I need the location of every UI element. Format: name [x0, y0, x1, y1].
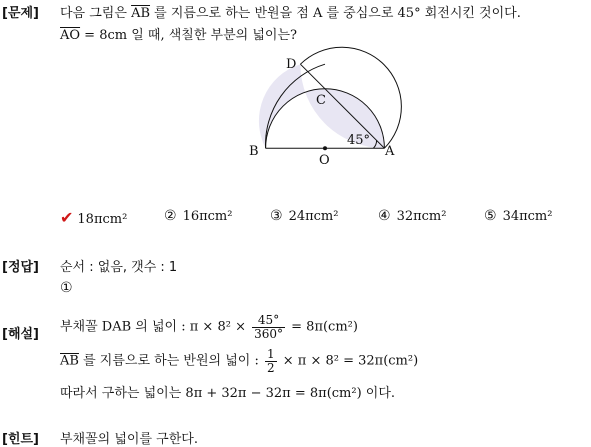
geometry-figure	[0, 0, 591, 200]
hint-text: 부채꼴의 넓이를 구한다.	[60, 432, 198, 447]
problem-tag: [문제]	[2, 6, 39, 21]
choice-3-text: 24πcm²	[288, 209, 339, 224]
fraction-den: 360°	[254, 326, 284, 341]
answer-line-2: ①	[60, 280, 73, 296]
choice-3[interactable]	[270, 208, 338, 224]
choice-4[interactable]	[378, 208, 446, 224]
choice-5-text: 34πcm²	[502, 209, 553, 224]
solution-line-2	[60, 348, 418, 374]
solution-line-1-pre: 부채꼴 DAB 의 넓이 : π × 8² ×	[60, 319, 251, 335]
fraction-den-2: 2	[266, 360, 275, 375]
label-a: A	[385, 144, 395, 159]
segment-ab-2: $\overline{AB}$	[60, 353, 79, 369]
fraction-1-2	[265, 348, 277, 374]
solution-line-2-pre: 를 지름으로 하는 반원의 넓이 :	[78, 353, 263, 369]
fraction-num: 45°	[252, 314, 285, 328]
label-c: C	[316, 93, 326, 108]
solution-line-3: 따라서 구하는 넓이는 8π + 32π − 32π = 8π(cm²) 이다.	[60, 386, 396, 401]
choice-2-text: 16πcm²	[182, 209, 233, 224]
answer-tag: [정답]	[2, 260, 39, 275]
problem-text-pre: 다음 그림은	[60, 6, 132, 21]
choice-4-number: ④	[378, 208, 391, 224]
problem-line-2-text: = 8cm 일 때, 색칠한 부분의 넓이는?	[80, 28, 297, 43]
point-o	[323, 146, 327, 150]
segment-ao: $\overline{AO}$	[60, 28, 81, 43]
fraction-45-360	[252, 314, 285, 340]
solution-tag: [해설]	[2, 327, 39, 342]
problem-text-post: 를 지름으로 하는 반원을 점 A 를 중심으로 45° 회전시킨 것이다.	[150, 6, 521, 21]
choice-1-text: 18πcm²	[77, 212, 128, 227]
choice-3-number: ③	[270, 208, 283, 224]
choice-2[interactable]	[164, 208, 232, 224]
choice-2-number: ②	[164, 208, 177, 224]
choice-5[interactable]	[484, 208, 552, 224]
choice-4-text: 32πcm²	[396, 209, 447, 224]
solution-line-1-post: = 8π(cm²)	[287, 319, 358, 335]
solution-line-2-post: × π × 8² = 32π(cm²)	[278, 353, 419, 369]
label-angle: 45°	[347, 133, 371, 148]
hint-tag: [힌트]	[2, 432, 39, 447]
label-b: B	[249, 144, 259, 159]
fraction-num-2: 1	[266, 347, 275, 361]
choice-1[interactable]	[60, 208, 127, 227]
solution-line-1	[60, 314, 358, 340]
check-icon: ✔	[60, 208, 74, 227]
answer-line-1: 순서 : 없음, 갯수 : 1	[60, 260, 178, 275]
label-o: O	[319, 153, 330, 168]
choice-5-number: ⑤	[484, 208, 497, 224]
segment-ab: $\overline{AB}$	[131, 6, 151, 21]
label-d: D	[286, 57, 297, 72]
